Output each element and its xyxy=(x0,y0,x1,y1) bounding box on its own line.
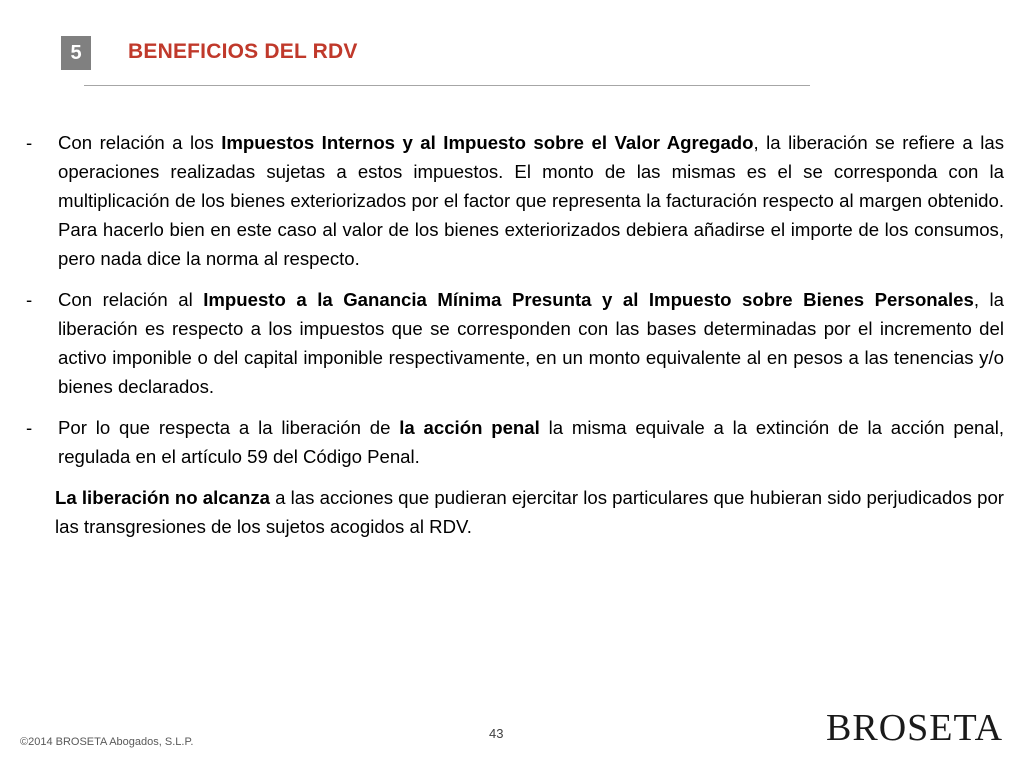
bullet-text: Con relación a los Impuestos Internos y al Impuesto sobre el Valor Agregado, la liberación se refiere a las operaciones realizadas sujetas a estos impuestos. El monto de las mismas es el se corresponda con la multiplicación de los bienes exteriorizados por el factor que representa la facturación respecto al margen obtenido. Para hacerlo bien en este caso al valor de los bienes exteriorizados debiera añadirse el importe de los consumos, pero nada dice la norma al respecto. xyxy=(58,132,1005,269)
title-divider xyxy=(84,85,810,86)
bullet-dash: - xyxy=(26,132,33,153)
footer-copyright: ©2014 BROSETA Abogados, S.L.P. xyxy=(20,736,194,748)
slide-content xyxy=(20,128,1004,541)
bullet-dash: - xyxy=(26,417,33,438)
bullet-item xyxy=(20,285,1004,401)
slide-title: BENEFICIOS DEL RDV xyxy=(128,40,358,63)
bullet-dash: - xyxy=(26,289,33,310)
bullet-text: Con relación al Impuesto a la Ganancia Mínima Presunta y al Impuesto sobre Bienes Personales, la liberación es respecto a los impuestos que se corresponden con las bases determinadas por el incremento del activo imponible o del capital imponible respectivamente, en un monto equivalente al en pesos a las tenencias y/o bienes declarados. xyxy=(58,289,1004,397)
closing-paragraph: La liberación no alcanza a las acciones que pudieran ejercitar los particulares que hubieran sido perjudicados por las transgresiones de los sujetos acogidos al RDV. xyxy=(55,487,1004,537)
section-number-badge: 5 xyxy=(61,36,91,70)
bullet-text: Por lo que respecta a la liberación de la acción penal la misma equivale a la extinción de la acción penal, regulada en el artículo 59 del Código Penal. xyxy=(58,417,1005,467)
bullet-item xyxy=(20,413,1004,471)
page-number: 43 xyxy=(489,726,504,741)
bullet-item xyxy=(20,128,1004,273)
broseta-logo: BROSETA xyxy=(826,707,1004,749)
